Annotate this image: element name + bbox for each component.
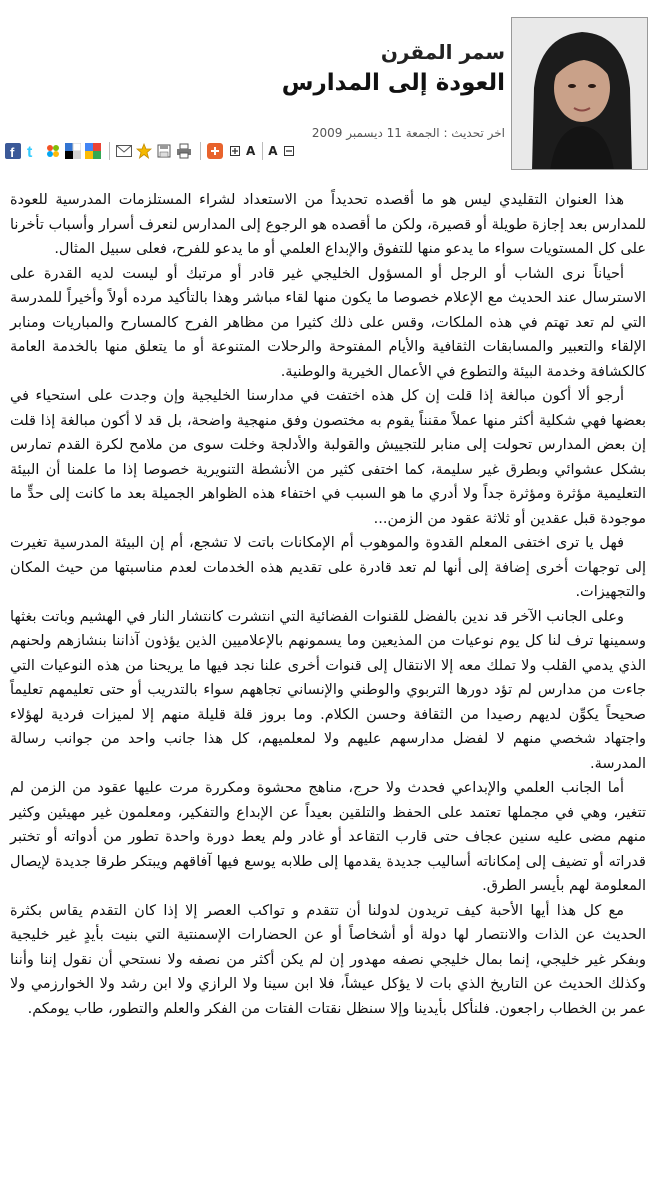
article-body — [10, 188, 646, 1021]
toolbar-divider — [262, 142, 263, 160]
article-title: العودة إلى المدارس — [281, 70, 505, 96]
print-icon[interactable] — [175, 142, 193, 160]
star-icon[interactable] — [135, 142, 153, 160]
svg-text:f: f — [10, 145, 15, 159]
last-updated-date: اخر تحديث : الجمعة 11 ديسمبر 2009 — [311, 126, 505, 140]
font-size-label[interactable]: A — [268, 144, 278, 158]
google-icon[interactable] — [84, 142, 102, 160]
author-name: سمر المقرن — [380, 40, 505, 64]
article-header — [0, 0, 665, 180]
article-paragraph: أما الجانب العلمي والإبداعي فحدث ولا حرج، مناهج محشوة ومكررة مرت عليها عقود من الزمن لم تتغير، وهي في مجملها تعتمد على الحفظ والتلقين بعيداً عن الإبداع والتفكير، ومعلمون غير مهيئين وكثير منهم مضى عليه سنين عجاف حتى قارب التقاعد أو غادر ولم يعط دورة واحدة تطور من أدواته أو تختبر قدراته أو تضيف إلى إمكاناته أساليب جديدة يقدمها إلى طلابه يوسع فيها آفاقهم ويبتكر طرقا جديدة لإيصال المعلومة لهم بأيسر الطرق. — [10, 780, 646, 894]
toolbar-divider — [200, 142, 201, 160]
svg-text:t: t — [27, 144, 33, 159]
save-icon[interactable] — [155, 142, 173, 160]
email-icon[interactable] — [115, 142, 133, 160]
facebook-icon[interactable] — [4, 142, 22, 160]
font-increase-icon[interactable] — [226, 142, 244, 160]
font-decrease-icon[interactable] — [280, 142, 298, 160]
article-paragraph: وعلى الجانب الآخر قد ندين بالفضل للقنوات الفضائية التي انتشرت كانتشار النار في الهشيم وباتت بغثها وسمينها ترف لنا كل يوم نوعيات من المذيعين وما يسمونهم بالإعلاميين الذين يؤذون آذاننا بنشازهم ولحنهم الذي يدمي القلب ولا تملك معه إلا الانتقال إلى قنوات أخرى علنا نجد فيها ما يريحنا من هذه النوعيات التي جاءت من مدارس لم تؤد دورها التربوي والوطني والإنساني تجاههم سواء بالتدريب أو حتى تعليمهم تعليماً صحيحاً يكوِّن لديهم رصيدا من الثقافة وحسن الكلام. وما بروز قلة قليلة منهم إلا لميزات فردية لهؤلاء واجتهاد شخصي منهم لا لفضل مدارسهم عليهم ولا لمعلميهم، كل هذا جانب واحد من جوانب رسالة المدرسة. — [10, 608, 646, 772]
share-toolbar — [4, 140, 300, 162]
font-size-label[interactable]: A — [246, 144, 256, 158]
plus-icon[interactable] — [206, 142, 224, 160]
windows-live-icon[interactable] — [44, 142, 62, 160]
article-paragraph: مع كل هذا أيها الأحبة كيف تريدون لدولنا أن تتقدم و تواكب العصر إلا إذا كان التقدم يقاس بكثرة الحديث عن الذات والانتصار لها دولة أو أشخاصاً أو عن الحضارات الإسمنتية التي بنيت بأيدٍ غير خليجية وبفكر غير خليجي، إنما بمال خليجي نصفه مهدور إن لم يكن أكثر من نصفه ولا نستحي أن نقول إننا وأننا وكذلك الحديث عن التاريخ الذي بات لا يؤكل عيشاً، فلا ابن سينا ولا الرازي ولا ابن رشد ولا الخوارزمي ولا عمر بن الخطاب راجعون. فلنأكل بأيدينا وإلا سنظل نقتات الفتات من الفكر والعلم والتطور، طاب يومكم. — [10, 902, 646, 1017]
twitter-icon[interactable] — [24, 142, 42, 160]
article-paragraph: أرجو ألا أكون مبالغة إذا قلت إن كل هذه اختفت في مدارسنا الخليجية وإن وجدت على استحياء في بعضها فهي شكلية أكثر منها عملاً مقنناً يقوم به مختصون وفق منهجية واضحة، بل قد لا أكون مبالغة إذا قلت إن بعض المدارس تحولت إلى منابر للتجييش والقولبة والأدلجة وخلت سوى من ملامح لكرة القدم تمارس بشكل عشوائي وبطرق غير سليمة، كما اختفى كثير من الأنشطة التنويرية خصوصا إذا ما علمنا أن البيئة التعليمية مؤثرة ومؤثرة جداً ولا أدري ما هو السبب في اختفاء هذه الظواهر الجميلة بعد ما كانت إلى حدٍّ ما موجودة قبل عقدين أو ثلاثة عقود من الزمن... — [10, 388, 646, 527]
delicious-icon[interactable] — [64, 142, 82, 160]
author-photo — [511, 17, 648, 170]
toolbar-divider — [109, 142, 110, 160]
article-paragraph: أحياناً نرى الشاب أو الرجل أو المسؤول الخليجي غير قادر أو مرتبك أو ليست لديه القدرة على الاسترسال عند الحديث مع الإعلام خصوصا ما يكون منها لقاء مباشر وهذا بالتأكيد مرده أولاً وأخيراً للمدرسة التي لم تعد تهتم في هذه الملكات، وقس على ذلك كثيرا من مظاهر الفرح كالمسارح والمباريات ومنابر الإلقاء والتعبير والمسابقات الثقافية والأيام المفتوحة والرحلات المتنوعة أو ما يتعلق منها بالخدمة العامة كالكشافة وخدمة البيئة والتطوع في الأعمال الخيرية والوطنية. — [10, 265, 646, 380]
article-paragraph: فهل يا ترى اختفى المعلم القدوة والموهوب أم الإمكانات باتت لا تشجع، أم إن البيئة المدرسية تغيرت إلى توجهات أخرى إضافة إلى أنها لم تعد قادرة على تقديم هذه الخدمات لعدم مناسبتها من حيث المكان والتجهيزات. — [10, 535, 646, 600]
article-paragraph: هذا العنوان التقليدي ليس هو ما أقصده تحديداً من الاستعداد لشراء المستلزمات المدرسية للعودة للمدارس بعد إجازة طويلة أو قصيرة، ولكن ما أقصده هو الرجوع إلى المدارس لنعرف أسرار وأسباب تأخرنا على كل المستويات سواء ما يدعو منها للتفوق والإبداع العلمي أو ما يدعو للفرح، فعلى سبيل المثال. — [10, 192, 646, 257]
